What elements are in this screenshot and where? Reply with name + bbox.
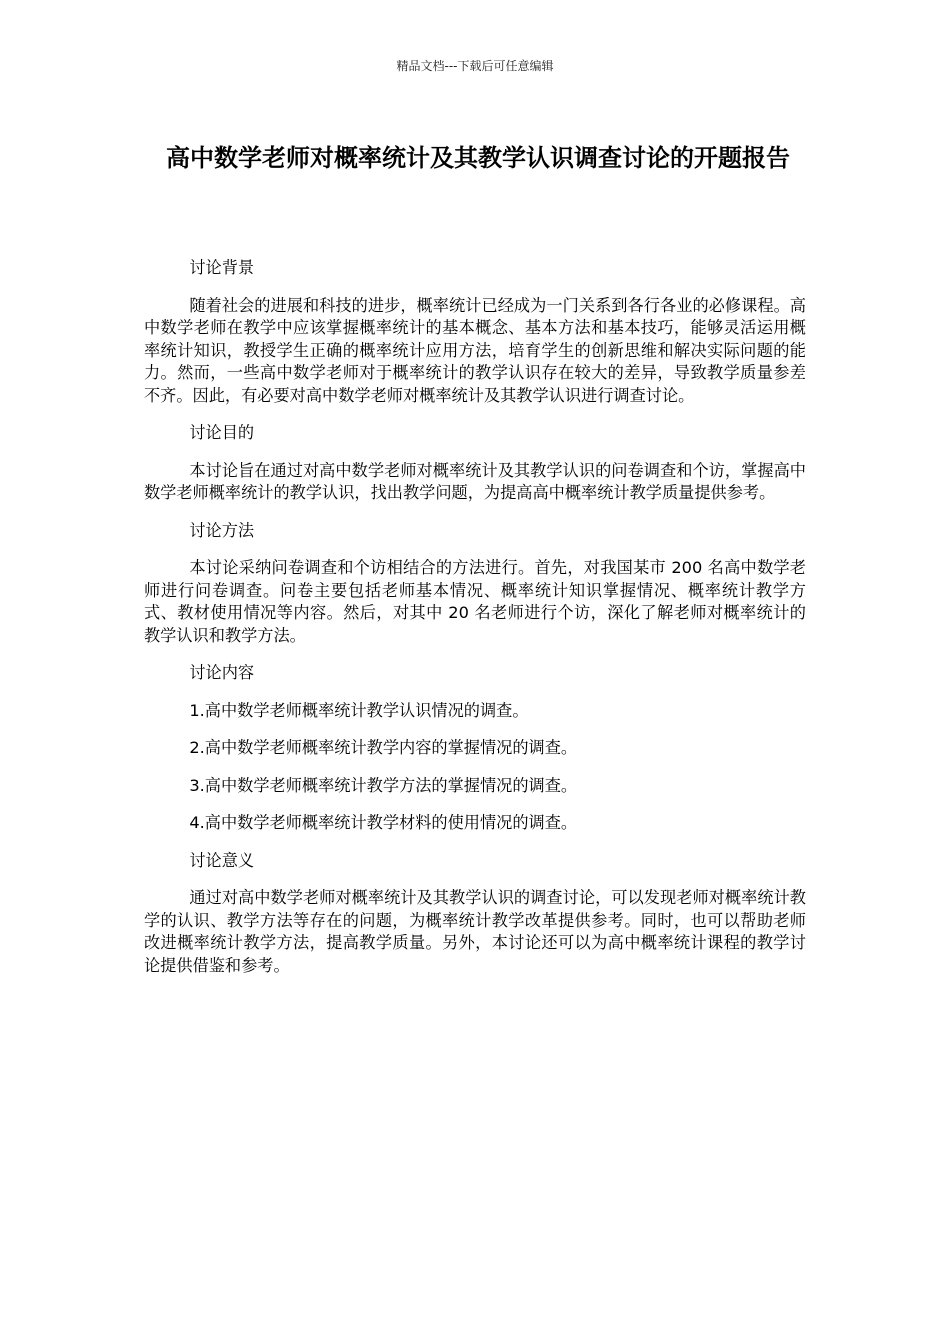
section-text-method: 本讨论采纳问卷调查和个访相结合的方法进行。首先，对我国某市 200 名高中数学老师进行问卷调查。问卷主要包括老师基本情况、概率统计知识掌握情况、概率统计教学方式、教材使用情况等内容。然后，对其中 20 名老师进行个访，深化了解老师对概率统计的教学认识和教学方法。 (144, 558, 806, 645)
content-list-item: 1.高中数学老师概率统计教学认识情况的调查。 (189, 700, 529, 720)
content-list-item: 3.高中数学老师概率统计教学方法的掌握情况的调查。 (189, 775, 578, 795)
document-body (144, 257, 806, 992)
section-heading-purpose: 讨论目的 (189, 423, 255, 442)
content-list-item: 2.高中数学老师概率统计教学内容的掌握情况的调查。 (189, 738, 578, 757)
section-heading-significance: 讨论意义 (189, 850, 255, 870)
section-heading-method: 讨论方法 (189, 520, 255, 540)
section-text-significance: 通过对高中数学老师对概率统计及其教学认识的调查讨论，可以发现老师对概率统计教学的认识、教学方法等存在的问题，为概率统计教学改革提供参考。同时，也可以帮助老师改进概率统计教学方法，提高教学质量。另外，本讨论还可以为高中概率统计课程的教学讨论提供借鉴和参考。 (144, 888, 806, 975)
header-note: 精品文档---下载后可任意编辑 (396, 59, 554, 73)
section-text-purpose: 本讨论旨在通过对高中数学老师对概率统计及其教学认识的问卷调查和个访，掌握高中数学老师概率统计的教学认识，找出教学问题，为提高高中概率统计教学质量提供参考。 (144, 460, 806, 502)
section-heading-content: 讨论内容 (189, 663, 255, 682)
content-list-item: 4.高中数学老师概率统计教学材料的使用情况的调查。 (189, 813, 578, 832)
section-text-background: 随着社会的进展和科技的进步，概率统计已经成为一门关系到各行各业的必修课程。高中数学老师在教学中应该掌握概率统计的基本概念、基本方法和基本技巧，能够灵活运用概率统计知识，教授学生正确的概率统计应用方法，培育学生的创新思维和解决实际问题的能力。然而，一些高中数学老师对于概率统计的教学认识存在较大的差异，导致教学质量参差不齐。因此，有必要对高中数学老师对概率统计及其教学认识进行调查讨论。 (144, 295, 806, 405)
section-heading-background: 讨论背景 (189, 258, 255, 277)
document-title: 高中数学老师对概率统计及其教学认识调查讨论的开题报告 (166, 144, 790, 172)
